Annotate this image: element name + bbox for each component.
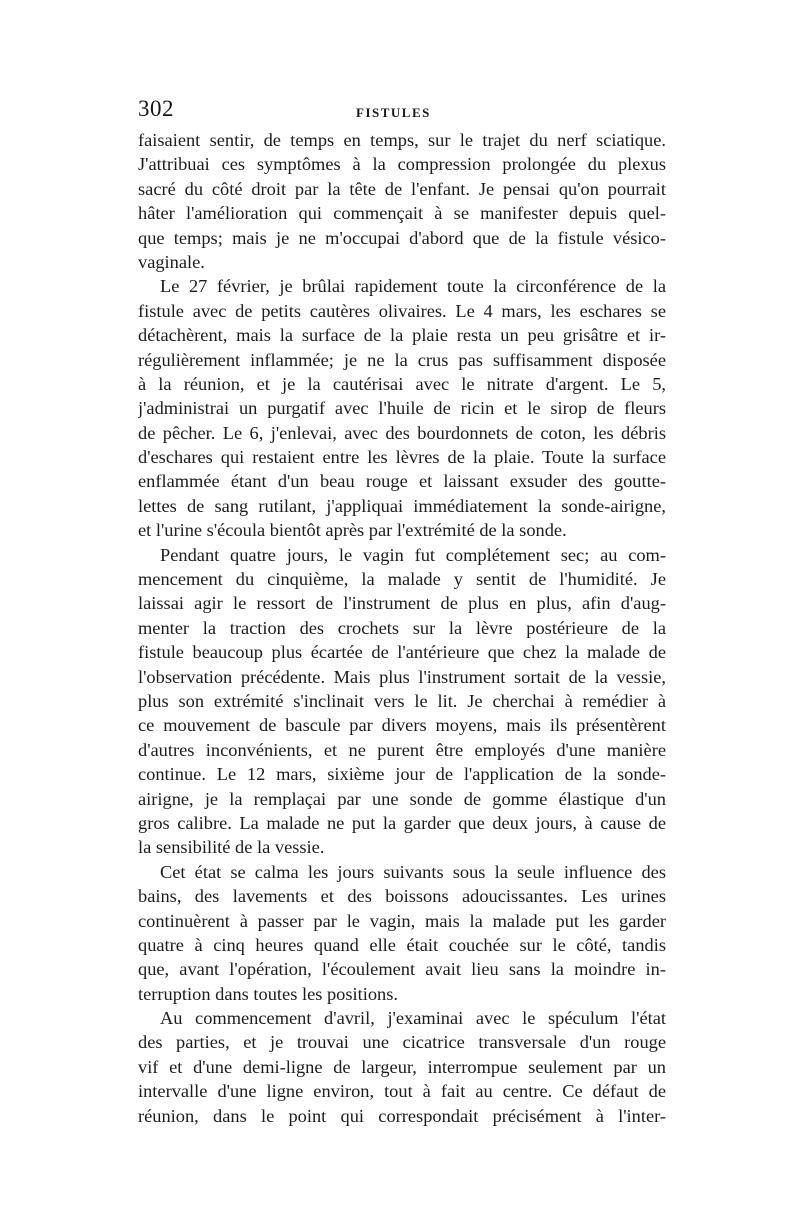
text-line: quatre à cinq heures quand elle était couchée sur le côté, tandis bbox=[138, 934, 666, 955]
book-page bbox=[138, 96, 666, 1128]
text-line: continue. Le 12 mars, sixième jour de l'application de la sonde- bbox=[138, 764, 666, 785]
text-line: Le 27 février, je brûlai rapidement toute la circonférence de la bbox=[160, 276, 666, 297]
text-line: Pendant quatre jours, le vagin fut complétement sec; au com- bbox=[160, 544, 666, 565]
text-line: gros calibre. La malade ne put la garder que deux jours, à cause de bbox=[138, 812, 666, 833]
text-line: la sensibilité de la vessie. bbox=[138, 837, 325, 858]
text-line: fistule avec de petits cautères olivaires. Le 4 mars, les eschares se bbox=[138, 300, 666, 321]
text-line: lettes de sang rutilant, j'appliquai immédiatement la sonde-airigne, bbox=[138, 495, 666, 516]
text-line: de pêcher. Le 6, j'enlevai, avec des bourdonnets de coton, les débris bbox=[138, 422, 666, 443]
text-line: Cet état se calma les jours suivants sous la seule influence des bbox=[160, 861, 666, 882]
text-line: l'observation précédente. Mais plus l'instrument sortait de la vessie, bbox=[138, 666, 666, 687]
text-line: j'administrai un purgatif avec l'huile de ricin et le sirop de fleurs bbox=[138, 398, 666, 419]
text-line: d'eschares qui restaient entre les lèvres de la plaie. Toute la surface bbox=[138, 447, 666, 468]
body-text bbox=[138, 128, 666, 1128]
text-line: mencement du cinquième, la malade y sentit de l'humidité. Je bbox=[138, 569, 666, 590]
text-line: continuèrent à passer par le vagin, mais la malade put les garder bbox=[138, 910, 666, 931]
text-line: fistule beaucoup plus écartée de l'antérieure que chez la malade de bbox=[138, 642, 666, 663]
text-line: J'attribuai ces symptômes à la compression prolongée du plexus bbox=[138, 154, 666, 175]
paragraph bbox=[138, 543, 666, 860]
text-line: vif et d'une demi-ligne de largeur, interrompue seulement par un bbox=[138, 1056, 666, 1077]
text-line: régulièrement inflammée; je ne la crus pas suffisamment disposée bbox=[138, 349, 666, 370]
text-line: réunion, dans le point qui correspondait précisément à l'inter- bbox=[138, 1105, 666, 1126]
text-line: que, avant l'opération, l'écoulement avait lieu sans la moindre in- bbox=[138, 959, 666, 980]
paragraph bbox=[138, 128, 666, 274]
text-line: bains, des lavements et des boissons adoucissantes. Les urines bbox=[138, 886, 666, 907]
text-line: enflammée étant d'un beau rouge et laissant exsuder des goutte- bbox=[138, 471, 666, 492]
paragraph bbox=[138, 860, 666, 1006]
text-line: à la réunion, et je la cautérisai avec le nitrate d'argent. Le 5, bbox=[138, 373, 666, 394]
paragraph bbox=[138, 1006, 666, 1128]
text-line: intervalle d'une ligne environ, tout à fait au centre. Ce défaut de bbox=[138, 1081, 666, 1102]
text-line: terruption dans toutes les positions. bbox=[138, 983, 399, 1004]
page-number: 302 bbox=[138, 96, 174, 121]
text-line: sacré du côté droit par la tête de l'enfant. Je pensai qu'on pourrait bbox=[138, 178, 666, 199]
running-title: FISTULES bbox=[356, 105, 431, 120]
text-line: que temps; mais je ne m'occupai d'abord que de la fistule vésico- bbox=[138, 227, 666, 248]
text-line: vaginale. bbox=[138, 251, 205, 272]
page-header bbox=[138, 96, 666, 126]
text-line: faisaient sentir, de temps en temps, sur le trajet du nerf sciatique. bbox=[138, 130, 666, 150]
text-line: et l'urine s'écoula bientôt après par l'extrémité de la sonde. bbox=[138, 520, 567, 541]
text-line: laissai agir le ressort de l'instrument de plus en plus, afin d'aug- bbox=[138, 593, 666, 614]
text-line: détachèrent, mais la surface de la plaie resta un peu grisâtre et ir- bbox=[138, 325, 666, 346]
text-line: airigne, je la remplaçai par une sonde de gomme élastique d'un bbox=[138, 788, 666, 809]
text-line: ce mouvement de bascule par divers moyens, mais ils présentèrent bbox=[138, 715, 666, 736]
text-line: d'autres inconvénients, et ne purent être employés d'une manière bbox=[138, 739, 666, 760]
text-line: Au commencement d'avril, j'examinai avec le spéculum l'état bbox=[160, 1008, 666, 1029]
text-line: hâter l'amélioration qui commençait à se manifester depuis quel- bbox=[138, 203, 666, 224]
text-line: menter la traction des crochets sur la lèvre postérieure de la bbox=[138, 617, 666, 638]
paragraph bbox=[138, 274, 666, 542]
text-line: plus son extrémité s'inclinait vers le lit. Je cherchai à remédier à bbox=[138, 690, 666, 711]
text-line: des parties, et je trouvai une cicatrice transversale d'un rouge bbox=[138, 1032, 666, 1053]
